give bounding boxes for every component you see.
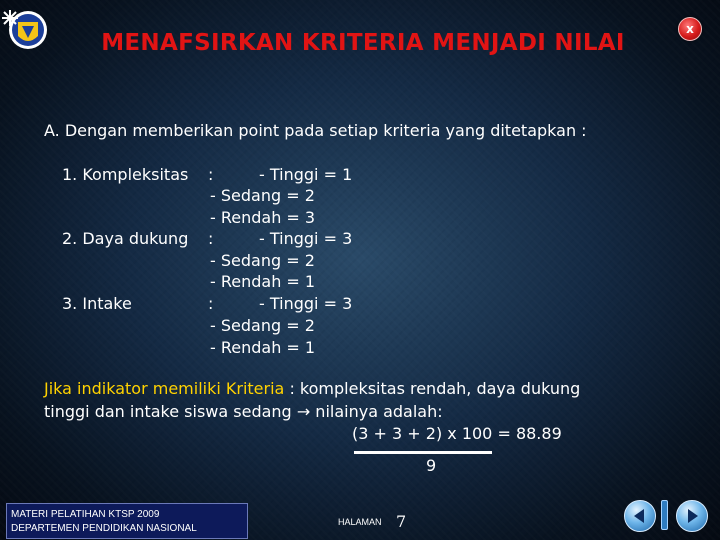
criterion-option: - Sedang = 2: [210, 251, 315, 270]
criterion-option: - Tinggi = 3: [259, 229, 353, 248]
criterion-name: 2. Daya dukung: [62, 229, 189, 248]
page-number: 7: [396, 512, 407, 531]
arrow-icon: →: [296, 402, 311, 421]
criterion-colon: :: [208, 229, 214, 248]
criterion-name: 3. Intake: [62, 294, 132, 313]
page-label: HALAMAN: [338, 517, 382, 527]
criterion-colon: :: [208, 165, 214, 184]
criterion-name: 1. Kompleksitas: [62, 165, 189, 184]
conclusion-line-2: [44, 402, 443, 421]
intro-text: A. Dengan memberikan point pada setiap kriteria yang ditetapkan :: [44, 121, 587, 140]
fraction-numerator: (3 + 3 + 2) x 100 = 88.89: [352, 424, 562, 443]
criterion-option: - Rendah = 1: [210, 338, 316, 357]
nav-divider: [661, 500, 668, 530]
footer-line-2: DEPARTEMEN PENDIDIKAN NASIONAL: [11, 523, 197, 534]
criterion-option: - Tinggi = 1: [259, 165, 353, 184]
fraction-line: [354, 451, 492, 454]
criterion-option: - Rendah = 3: [210, 208, 316, 227]
page-title: MENAFSIRKAN KRITERIA MENJADI NILAI: [101, 30, 625, 56]
prev-button[interactable]: [624, 500, 656, 532]
criterion-option: - Sedang = 2: [210, 186, 315, 205]
criterion-option: - Sedang = 2: [210, 316, 315, 335]
footer-line-1: MATERI PELATIHAN KTSP 2009: [11, 509, 160, 520]
fraction-denominator: 9: [426, 456, 437, 475]
next-arrow-icon: [677, 501, 707, 531]
conclusion-line-2-text: tinggi dan intake siswa sedang: [44, 402, 292, 421]
conclusion-highlight: Jika indikator memiliki Kriteria: [44, 379, 285, 398]
criterion-option: - Rendah = 1: [210, 272, 316, 291]
prev-arrow-icon: [625, 501, 655, 531]
close-button[interactable]: x: [678, 17, 702, 41]
footer-banner: [6, 503, 248, 539]
conclusion-line-1-rest: : kompleksitas rendah, daya dukung: [284, 379, 581, 398]
conclusion-line-2-rest: nilainya adalah:: [310, 402, 443, 421]
conclusion-line-1: [44, 379, 580, 398]
criterion-option: - Tinggi = 3: [259, 294, 353, 313]
criterion-colon: :: [208, 294, 214, 313]
next-button[interactable]: [676, 500, 708, 532]
